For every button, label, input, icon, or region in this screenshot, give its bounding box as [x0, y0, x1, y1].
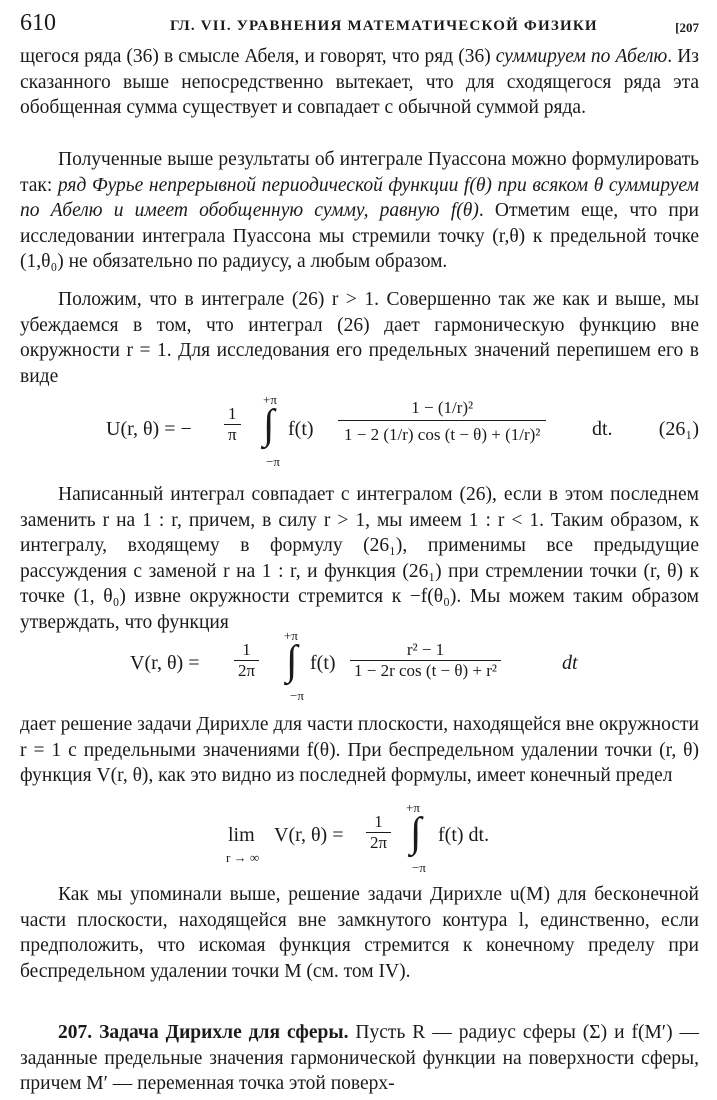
emphasis-text: ряд Фурье непрерывной периодической функции f(θ) при всяком θ суммируем по Абелю и имеет обобщенную сумму, равную f(θ): [20, 174, 700, 221]
eq-lhs: V(r, θ) =: [130, 652, 200, 674]
upper-limit: +π: [284, 628, 298, 643]
equation-26-1: [20, 392, 699, 478]
text-run: щегося ряда (36) в смысле Абеля, и говорят, что ряд (36): [20, 46, 496, 67]
section-reference: [207: [675, 20, 699, 35]
lower-limit: −π: [412, 860, 426, 875]
emphasis-text: суммируем по Абелю: [495, 46, 668, 67]
limit-subscript: r → ∞: [226, 850, 260, 865]
differential: dt: [562, 652, 578, 674]
paragraph-substitution: Написанный интеграл совпадает с интегралом (26), если в этом последнем заменить r на 1 : r, причем, в силу r > 1, мы имеем 1 : r < 1. Таким образом, к интегралу, входящему в формулу (26₁), применимы все предыдущие рассуждения с заменой r на 1 : r, и функция (26₁) при стремлении точки (r, θ) к точке (1, θ₀) извне окружности стремится к −f(θ₀). Мы можем таким образом утверждать, что функция: [20, 484, 699, 633]
equation-label: (26₁): [658, 418, 699, 440]
page-header: [20, 8, 699, 38]
limit-operator: lim: [228, 824, 255, 846]
integrand: f(t) dt.: [438, 824, 490, 846]
text-run: . Из сказанного выше непосредственно вытекает, что для сходящегося ряда эта обобщенная сумма существует и совпадает с обычной суммой ряда.: [20, 46, 700, 118]
integral-sign: ∫: [410, 810, 422, 856]
eq-coefficient: $\frac{1}{\pi}$: [224, 404, 241, 445]
integral-sign: ∫: [263, 402, 275, 448]
integral-sign: ∫: [286, 638, 298, 684]
paragraph-dirichlet-exterior: дает решение задачи Дирихле для части плоскости, находящейся вне окружности r = 1 с предельными значениями f(θ). При беспредельном удалении точки (r, θ) функция V(r, θ), как это видно из последней формулы, имеет конечный предел: [20, 714, 699, 786]
paragraph-abel-summation: [20, 44, 699, 121]
equation-limit: [20, 800, 699, 880]
text-run: Полученные выше результаты об интеграле Пуассона можно формулировать так:: [20, 149, 699, 196]
paragraph-exterior-case: Положим, что в интеграле (26) r > 1. Совершенно так же как и выше, мы убеждаемся в том, что интеграл (26) дает гармоническую функцию вне окружности r = 1. Для исследования его предельных значений перепишем его в виде: [20, 289, 699, 387]
text-run: Пусть R — радиус сферы (Σ) и f(M′) — заданные предельные значения гармонической функции на поверхности сферы, причем M′ — переменная точка этой поверх-: [20, 1022, 700, 1094]
eq-lhs: U(r, θ) = −: [106, 418, 192, 440]
paragraph-uniqueness: Как мы упоминали выше, решение задачи Дирихле u(M) для бесконечной части плоскости, находящейся вне замкнутого контура l, единственно, если предположить, что искомая функция стремится к конечному пределу при беспредельном удалении точки M (см. том IV).: [20, 884, 699, 982]
differential: dt.: [592, 418, 613, 440]
equation-v: [20, 628, 699, 703]
integrand-fraction: $\frac{\text{r² − 1}}{\text{1 − 2r cos (t − θ) + r²}}$: [350, 640, 501, 681]
integrand-function: f(t): [288, 418, 314, 440]
upper-limit: +π: [263, 392, 277, 407]
running-head: ГЛ. VII. УРАВНЕНИЯ МАТЕМАТИЧЕСКОЙ ФИЗИКИ: [170, 18, 598, 34]
integrand-function: f(t): [310, 652, 336, 674]
lower-limit: −π: [290, 688, 304, 703]
page-number: 610: [20, 10, 56, 36]
eq-coefficient: $\frac{1}{2\pi}$: [366, 812, 391, 853]
eq-coefficient: $\frac{1}{2\pi}$: [234, 640, 259, 681]
upper-limit: +π: [406, 800, 420, 815]
integrand-fraction: $\frac{\text{1 − (1/r)²}}{\text{1 − 2 (1/r) cos (t − θ) + (1/r)²}}$: [338, 396, 546, 449]
eq-lhs: V(r, θ) =: [274, 824, 344, 846]
section-heading: 207. Задача Дирихле для сферы.: [58, 1022, 349, 1043]
text-run: . Отметим еще, что при исследовании интеграла Пуассона мы стремили точку (r,θ) к предельной точке (1,θ₀) не обязательно по радиусу, а любым образом.: [20, 200, 699, 272]
paragraph-section-207: [20, 1020, 699, 1097]
paragraph-poisson-results: [20, 147, 699, 275]
lower-limit: −π: [266, 454, 280, 469]
